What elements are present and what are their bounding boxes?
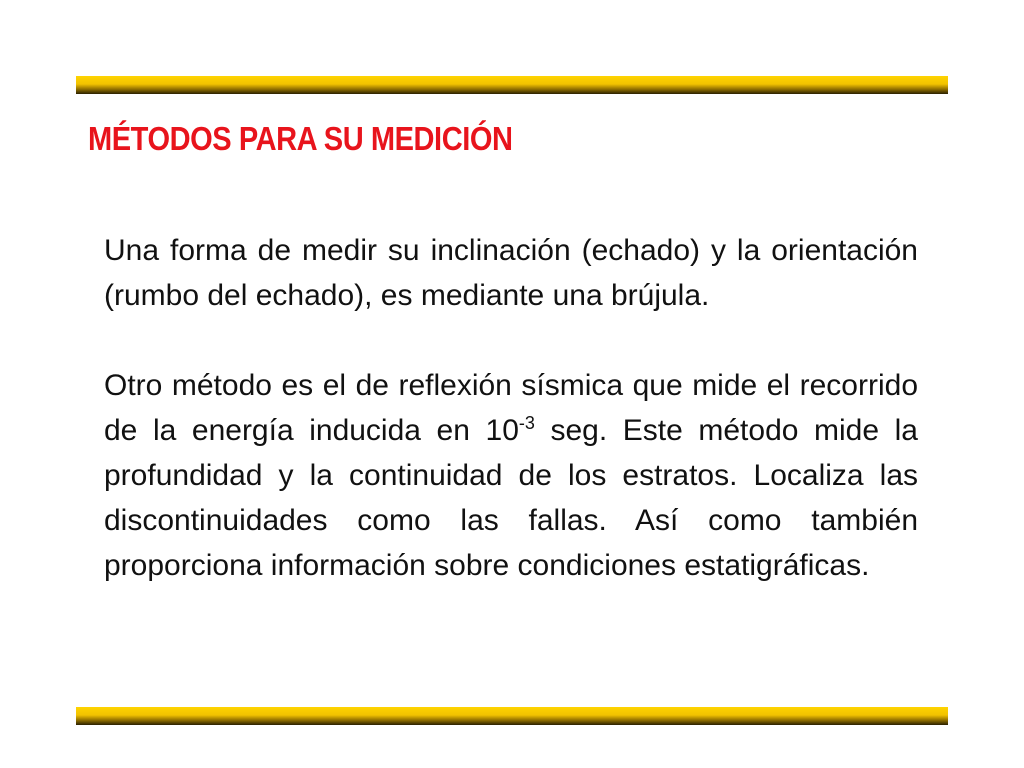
- paragraph-seismic: [104, 363, 918, 588]
- top-decorative-bar: [76, 76, 948, 94]
- bottom-decorative-bar: [76, 707, 948, 725]
- paragraph-seismic-part1: Otro método es el de reflexión sísmica que mide el recorrido de la energía inducida en 10: [104, 369, 918, 447]
- slide-body: [104, 228, 918, 633]
- paragraph-compass: Una forma de medir su inclinación (echado) y la orientación (rumbo del echado), es mediante una brújula.: [104, 234, 918, 312]
- slide-title: MÉTODOS PARA SU MEDICIÓN: [88, 120, 513, 157]
- paragraph-seismic-part2: seg. Este método mide la profundidad y la continuidad de los estratos. Localiza las discontinuidades como las fallas. Así como también proporciona información sobre condiciones estatigráficas.: [104, 414, 918, 582]
- exponent: -3: [518, 413, 535, 433]
